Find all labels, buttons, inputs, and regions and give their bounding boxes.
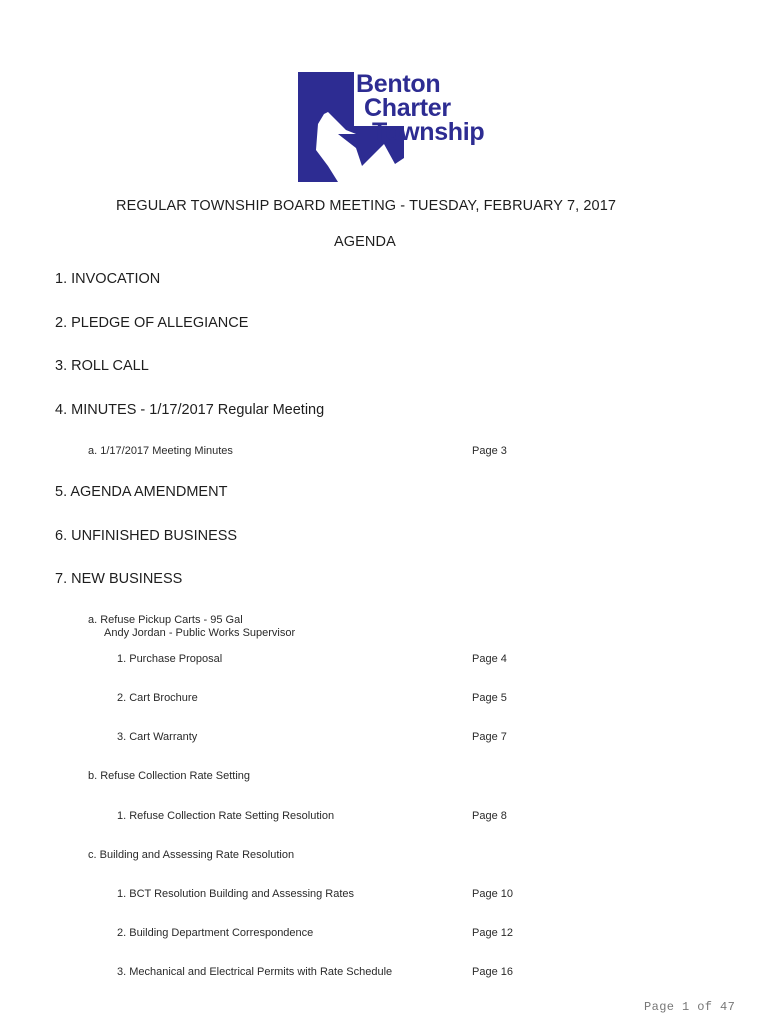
agenda-subitem-building-correspondence: 2. Building Department Correspondence — [117, 927, 314, 939]
agenda-item-new-business: 7. NEW BUSINESS — [55, 571, 183, 587]
agenda-item-minutes: 4. MINUTES - 1/17/2017 Regular Meeting — [55, 402, 325, 418]
page-ref-purchase-proposal: Page 4 — [472, 653, 507, 665]
page-ref-refuse-rate-resolution: Page 8 — [472, 810, 507, 822]
agenda-subitem-meeting-minutes: a. 1/17/2017 Meeting Minutes — [88, 445, 233, 457]
page-ref-bct-resolution: Page 10 — [472, 888, 513, 900]
page-ref-permits-rate-schedule: Page 16 — [472, 966, 513, 978]
page-indicator: Page 1 of 47 — [644, 1000, 736, 1014]
agenda-item-unfinished-business: 6. UNFINISHED BUSINESS — [55, 528, 238, 544]
logo-line-benton: Benton — [356, 70, 441, 98]
township-logo — [298, 70, 510, 182]
agenda-item-amendment: 5. AGENDA AMENDMENT — [55, 484, 228, 500]
page-ref-building-correspondence: Page 12 — [472, 927, 513, 939]
agenda-subitem-building-assessing: c. Building and Assessing Rate Resolution — [88, 849, 295, 861]
agenda-item-invocation: 1. INVOCATION — [55, 271, 161, 287]
agenda-item-pledge: 2. PLEDGE OF ALLEGIANCE — [55, 315, 249, 331]
agenda-subitem-refuse-rate-resolution: 1. Refuse Collection Rate Setting Resolution — [117, 810, 335, 822]
agenda-subitem-purchase-proposal: 1. Purchase Proposal — [117, 653, 223, 665]
page-ref-cart-warranty: Page 7 — [472, 731, 507, 743]
agenda-subitem-refuse-carts: a. Refuse Pickup Carts - 95 Gal — [88, 614, 243, 626]
agenda-subitem-bct-resolution: 1. BCT Resolution Building and Assessing Rates — [117, 888, 355, 900]
agenda-subitem-refuse-rate-setting: b. Refuse Collection Rate Setting — [88, 770, 251, 782]
agenda-item-roll-call: 3. ROLL CALL — [55, 358, 149, 374]
meeting-title: REGULAR TOWNSHIP BOARD MEETING - TUESDAY, FEBRUARY 7, 2017 — [116, 198, 617, 214]
agenda-subitem-presenter: Andy Jordan - Public Works Supervisor — [104, 627, 296, 639]
logo-line-township: Township — [372, 118, 485, 146]
page-ref-cart-brochure: Page 5 — [472, 692, 507, 704]
logo-line-charter: Charter — [364, 94, 451, 122]
agenda-subitem-cart-brochure: 2. Cart Brochure — [117, 692, 198, 704]
page-ref-meeting-minutes: Page 3 — [472, 445, 507, 457]
agenda-heading: AGENDA — [334, 234, 396, 250]
agenda-subitem-permits-rate-schedule: 3. Mechanical and Electrical Permits with Rate Schedule — [117, 966, 393, 978]
agenda-subitem-cart-warranty: 3. Cart Warranty — [117, 731, 198, 743]
